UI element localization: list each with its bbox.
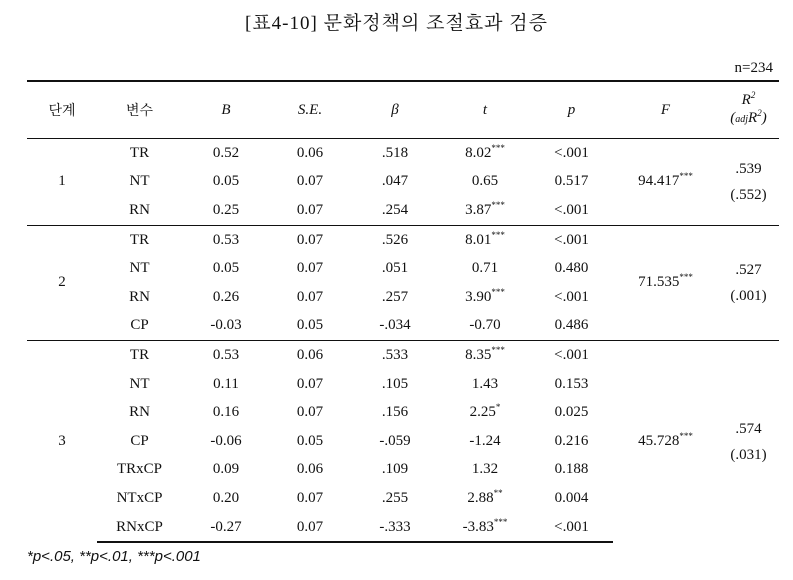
beta-cell: .518	[350, 139, 440, 168]
table-row	[27, 225, 779, 254]
t-value: 8.01	[465, 231, 492, 248]
b-cell: 0.52	[182, 139, 270, 168]
t-cell	[440, 398, 530, 427]
se-cell: 0.07	[270, 225, 350, 254]
t-significance: ***	[491, 142, 505, 153]
r2-value: .574	[735, 420, 762, 437]
moderation-effect-table	[27, 80, 779, 543]
variable-cell: RN	[129, 288, 150, 305]
stage-cell: 3	[27, 341, 97, 543]
beta-cell: .047	[381, 173, 409, 190]
b-cell: 0.05	[212, 260, 240, 277]
variable-cell: TR	[97, 139, 182, 168]
variable-cell: CP	[130, 317, 149, 334]
se-cell: 0.07	[296, 201, 324, 218]
se-cell: 0.07	[296, 375, 324, 392]
t-value: 3.87	[465, 201, 492, 218]
se-cell: 0.07	[296, 489, 324, 506]
b-cell: 0.05	[212, 173, 240, 190]
se-cell: 0.07	[296, 260, 324, 277]
t-cell	[440, 513, 530, 543]
f-significance: ***	[679, 272, 693, 283]
t-value: -3.83	[462, 518, 494, 535]
p-cell: <.001	[530, 139, 613, 168]
t-cell	[440, 254, 530, 283]
se-cell: 0.05	[296, 432, 324, 449]
f-value: 71.535	[638, 274, 680, 291]
se-cell: 0.07	[296, 404, 324, 421]
t-significance: ***	[491, 344, 505, 355]
header-r2	[718, 81, 779, 139]
beta-cell: .254	[381, 201, 409, 218]
f-cell	[613, 341, 718, 543]
p-cell: <.001	[530, 513, 613, 543]
r2-cell	[718, 225, 779, 340]
p-cell: 0.153	[554, 375, 589, 392]
se-cell: 0.07	[296, 173, 324, 190]
t-significance: ***	[493, 516, 508, 527]
beta-cell: .051	[381, 260, 409, 277]
b-cell: 0.53	[182, 341, 270, 370]
adj-r2-value: (.001)	[730, 287, 767, 304]
b-cell: 0.11	[213, 375, 239, 392]
beta-cell: .156	[381, 404, 409, 421]
variable-cell: TRxCP	[116, 461, 162, 478]
variable-cell: CP	[130, 432, 149, 449]
adj-r2-value: (.552)	[730, 186, 767, 203]
t-value: 0.71	[471, 260, 499, 277]
sample-size-label: n=234	[734, 60, 773, 76]
significance-note: *p<.05, **p<.01, ***p<.001	[27, 548, 201, 565]
beta-cell: .533	[350, 341, 440, 370]
b-cell: 0.09	[212, 461, 240, 478]
table-body	[27, 139, 779, 543]
r2-value: .527	[735, 261, 762, 278]
p-cell: 0.004	[554, 489, 589, 506]
b-cell: 0.20	[212, 489, 240, 506]
t-cell	[440, 484, 530, 513]
se-cell: 0.07	[270, 513, 350, 543]
beta-cell: -.034	[379, 317, 411, 334]
beta-cell: -.333	[350, 513, 440, 543]
t-value: 0.65	[471, 173, 499, 190]
t-cell	[440, 168, 530, 197]
header-t: t	[440, 81, 530, 139]
t-significance: ***	[491, 199, 505, 210]
se-cell: 0.06	[296, 461, 324, 478]
p-cell: 0.216	[554, 432, 589, 449]
variable-cell: NTxCP	[116, 489, 163, 506]
b-cell: 0.26	[212, 288, 240, 305]
header-row	[27, 81, 779, 139]
r2-label: $R^2$	[741, 90, 756, 108]
stage-cell: 1	[27, 139, 97, 226]
beta-cell: .255	[381, 489, 409, 506]
t-significance: ***	[491, 229, 505, 240]
variable-cell: NT	[129, 375, 150, 392]
t-value: 1.32	[471, 461, 499, 478]
header-stage: 단계	[27, 81, 97, 139]
t-cell	[440, 196, 530, 225]
f-significance: ***	[679, 431, 693, 442]
b-cell: 0.53	[182, 225, 270, 254]
se-cell: 0.06	[270, 139, 350, 168]
t-cell	[440, 341, 530, 370]
t-cell	[440, 225, 530, 254]
p-cell: <.001	[530, 341, 613, 370]
r2-cell	[718, 139, 779, 226]
adj-r2-label: (adjR$^2$)	[730, 108, 767, 126]
b-cell: -0.03	[210, 317, 242, 334]
beta-cell: .257	[381, 288, 409, 305]
t-value: 3.90	[465, 288, 492, 305]
t-cell	[440, 283, 530, 312]
p-cell: 0.517	[554, 173, 589, 190]
table-title: [표4-10] 문화정책의 조절효과 검증	[245, 13, 548, 34]
f-value: 94.417	[638, 173, 680, 190]
t-significance: **	[493, 487, 503, 498]
t-cell	[440, 370, 530, 399]
variable-cell: RNxCP	[97, 513, 182, 543]
stage-cell: 2	[27, 225, 97, 340]
t-cell	[440, 427, 530, 456]
t-value: 8.02	[465, 144, 492, 161]
b-cell: 0.25	[212, 201, 240, 218]
f-cell	[613, 139, 718, 226]
variable-cell: NT	[129, 173, 150, 190]
variable-cell: NT	[129, 260, 150, 277]
beta-cell: .526	[350, 225, 440, 254]
header-b: B	[182, 81, 270, 139]
variable-cell: RN	[129, 404, 150, 421]
table-row	[27, 341, 779, 370]
variable-cell: TR	[97, 225, 182, 254]
t-value: 8.35	[465, 346, 492, 363]
p-cell: <.001	[554, 288, 589, 305]
b-cell: 0.16	[212, 404, 240, 421]
t-value: -0.70	[469, 317, 501, 334]
table-row	[27, 139, 779, 168]
se-cell: 0.07	[296, 288, 324, 305]
se-cell: 0.05	[296, 317, 324, 334]
p-cell: <.001	[554, 201, 589, 218]
p-cell: 0.188	[554, 461, 589, 478]
f-value: 45.728	[638, 433, 680, 450]
beta-cell: .109	[381, 461, 409, 478]
beta-cell: -.059	[379, 432, 411, 449]
r2-cell	[718, 341, 779, 543]
variable-cell: TR	[97, 341, 182, 370]
header-p: p	[530, 81, 613, 139]
t-cell	[440, 456, 530, 485]
header-beta: β	[350, 81, 440, 139]
se-cell: 0.06	[270, 341, 350, 370]
b-cell: -0.06	[210, 432, 242, 449]
t-value: 1.43	[471, 375, 499, 392]
r2-value: .539	[735, 160, 762, 177]
t-cell	[440, 312, 530, 341]
p-cell: 0.486	[554, 317, 589, 334]
p-cell: <.001	[530, 225, 613, 254]
b-cell: -0.27	[182, 513, 270, 543]
t-significance: *	[495, 402, 501, 413]
t-value: -1.24	[469, 432, 501, 449]
beta-cell: .105	[381, 375, 409, 392]
p-cell: 0.025	[554, 404, 589, 421]
t-significance: ***	[491, 286, 505, 297]
header-se: S.E.	[270, 81, 350, 139]
t-value: 2.25	[469, 404, 496, 421]
t-cell	[440, 139, 530, 168]
f-significance: ***	[679, 171, 693, 182]
header-f: F	[613, 81, 718, 139]
p-cell: 0.480	[554, 260, 589, 277]
header-variable: 변수	[97, 81, 182, 139]
adj-r2-value: (.031)	[730, 446, 767, 463]
variable-cell: RN	[129, 201, 150, 218]
t-value: 2.88	[467, 489, 494, 506]
f-cell	[613, 225, 718, 340]
